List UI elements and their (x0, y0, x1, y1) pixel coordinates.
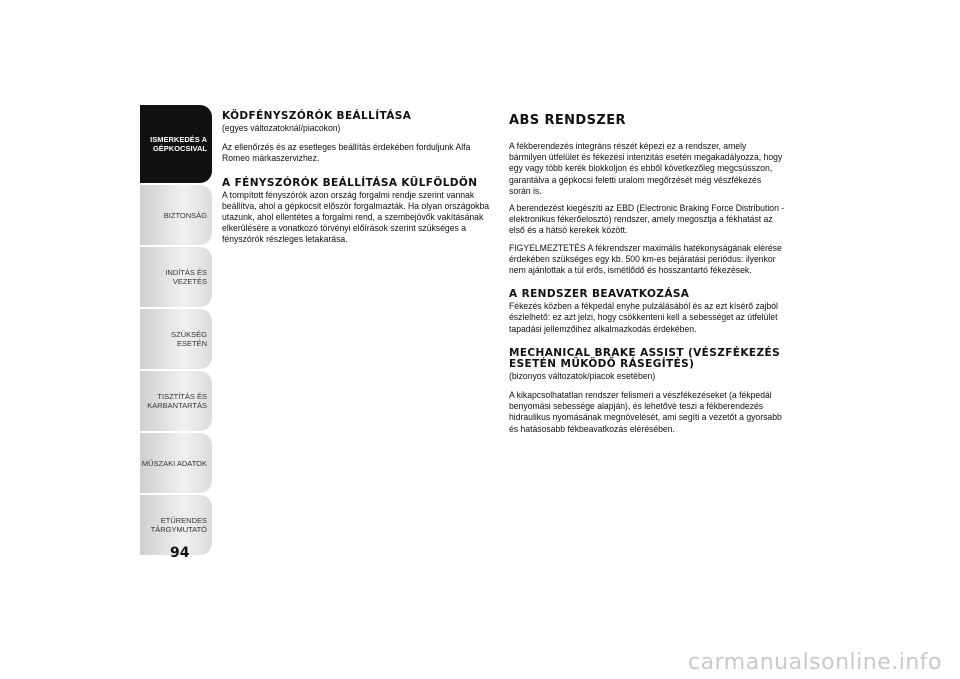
section-subtitle: (bizonyos változatok/piacok esetében) (509, 369, 656, 381)
section-heading-intervention: A RENDSZER BEAVATKOZÁSA (509, 288, 690, 301)
right-column (509, 111, 785, 440)
paragraph: A fékberendezés integráns részét képezi ez a rendszer, amely bármilyen útfelület és fékezési intenzitás esetén megakadályozza, hogy egy vagy több kerék blokkoljon és ebből következőleg megcsússzon, garantálva a gépkocsi feletti uralom megőrzését még vészfékezés során is. (509, 140, 783, 196)
paragraph: Az ellenőrzés és az esetleges beállítás érdekében forduljunk Alfa Romeo márkaszervizhez. (222, 141, 471, 164)
tab-szukseg[interactable] (140, 309, 212, 369)
section-subtitle: (egyes változatoknál/piacokon) (222, 122, 341, 133)
paragraph: A berendezést kiegészíti az EBD (Electronic Braking Force Distribution - elektronikus fékerőelosztó) rendszer, amely megosztja a fékhatást az első és a hátsó kerekek között. (509, 202, 785, 236)
paragraph: A tompított fényszórók azon ország forgalmi rendje szerint vannak beállítva, ahol a gépkocsit először forgalmazták. Ha olyan országokba utazunk, ahol ellentétes a forgalmi rend, a szembejövők vakításának elkerülésére a vonatkozó törvényi előírások szerint szükséges a fényszórók részleges letakarása. (222, 188, 490, 245)
section-heading-fog-lights: KÖDFÉNYSZÓRÓK BEÁLLÍTÁSA (222, 110, 412, 122)
section-heading-brake-assist: MECHANICAL BRAKE ASSIST (VÉSZFÉKEZÉS ESETÉN MŰKÖDŐ RÁSEGÍTÉS) (509, 346, 781, 370)
section-title-abs: ABS RENDSZER (509, 113, 626, 128)
paragraph: Fékezés közben a fékpedál enyhe pulzálásából és az ezt kísérő zajból észlelhető: ez azt jelzi, hogy csökkenteni kell a sebességet az útfelület tapadási jellemzőihez alkalmazkodás érdekében. (509, 300, 778, 334)
tab-label: TISZTÍTÁS ÉS KARBANTARTÁS (147, 392, 207, 410)
tab-label: ETŰRENDES TÁRGYMUTATÓ (150, 516, 207, 534)
chapter-sidebar (140, 105, 212, 557)
paragraph: A kikapcsolhatatlan rendszer felismeri a vészfékezéseket (a fékpedál benyomási sebessége alapján), és lehetővé teszi a fékberendezés hidraulikus nyomásának megnövelését, ami segíti a vezetőt a gyorsabb és hatásosabb fékbeavatkozás elérésében. (509, 389, 782, 434)
tab-tisztitas[interactable] (140, 371, 212, 431)
tab-muszaki[interactable] (140, 433, 212, 493)
left-column (222, 111, 498, 251)
page-number: 94 (170, 545, 190, 561)
section-heading-headlights-abroad: A FÉNYSZÓRÓK BEÁLLÍTÁSA KÜLFÖLDÖN (222, 176, 478, 189)
tab-inditas[interactable] (140, 247, 212, 307)
tab-biztonsag[interactable] (140, 185, 212, 245)
tab-label: ISMERKEDÉS A GÉPKOCSIVAL (150, 135, 207, 153)
watermark: carmanualsonline.info (688, 650, 942, 675)
tab-label: MŰSZAKI ADATOK (141, 458, 207, 468)
tab-label: INDÍTÁS ÉS VEZETÉS (165, 268, 207, 286)
tab-label: BIZTONSÁG (163, 210, 207, 220)
tab-label: SZÜKSÉG ESETÉN (171, 330, 207, 348)
tab-ismerkedes[interactable] (140, 105, 212, 183)
warning-paragraph: FIGYELMEZTETÉS A fékrendszer maximális hatékonyságának elérése érdekében szükséges egy kb. 500 km-es bejáratási periódus: ilyenkor nem ajánlottak a túl erős, ismétlődő és hosszantartó fékezések. (509, 241, 782, 276)
